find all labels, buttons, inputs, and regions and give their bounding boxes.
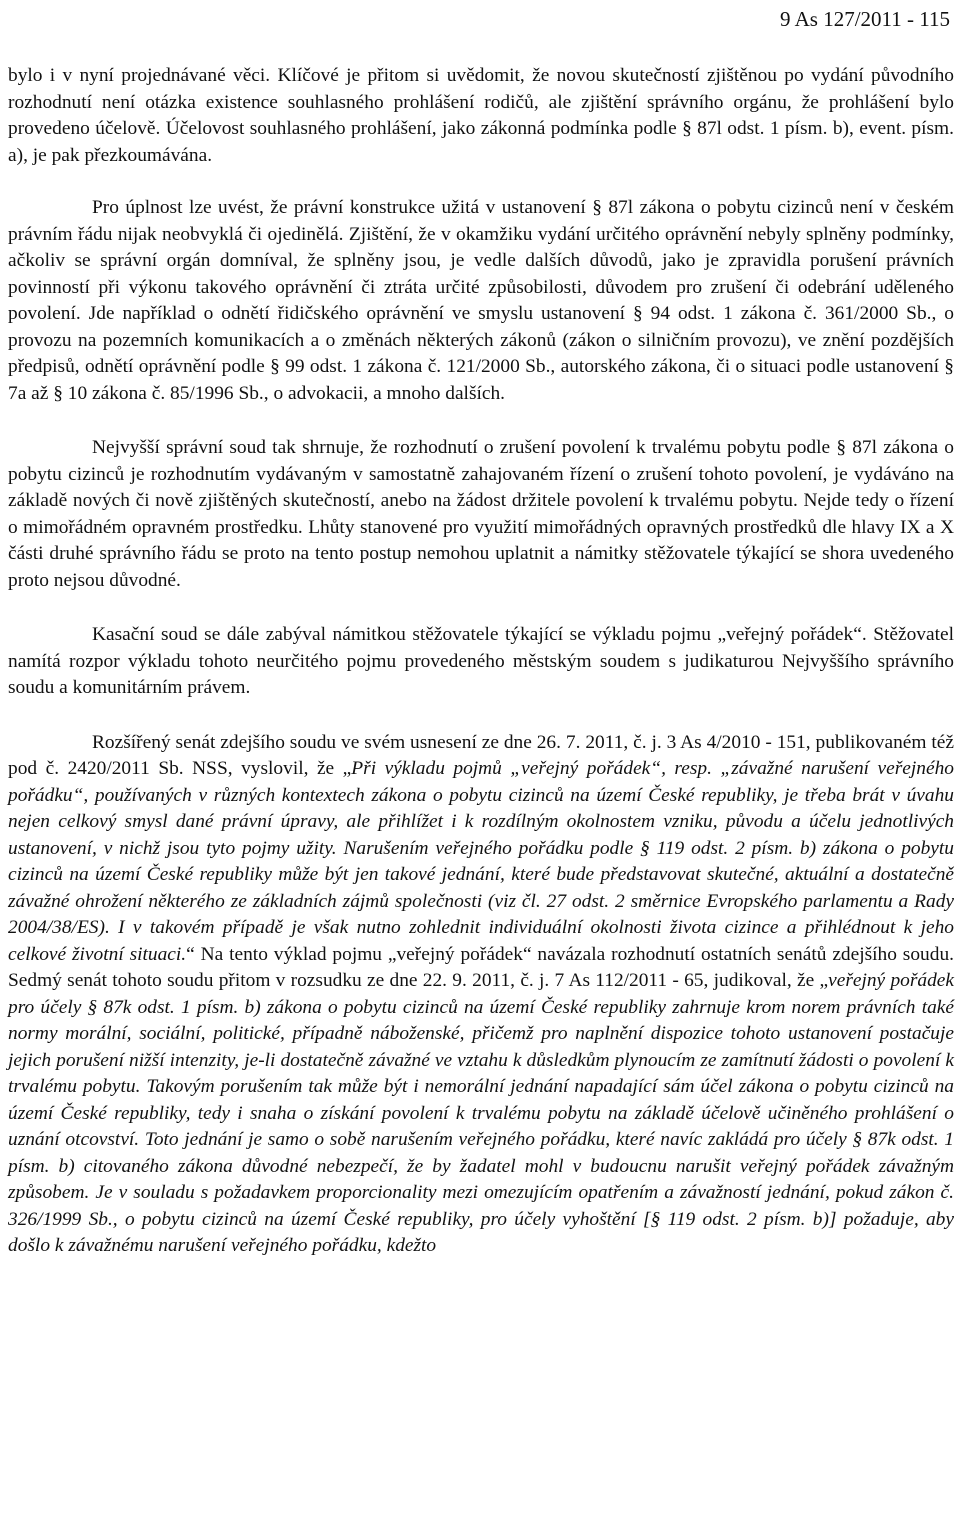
paragraph-5 [8, 730, 954, 1260]
paragraph-3 [8, 435, 954, 594]
paragraph-text: bylo i v nyní projednávané věci. Klíčové je přitom si uvědomit, že novou skutečností zjištěnou po vydání původního rozhodnutí není otázka existence souhlasného prohlášení rodičů, ale zjištění správního orgánu, že prohlášení bylo provedeno účelově. Účelovost souhlasného prohlášení, jako zákonná podmínka podle § 87l odst. 1 písm. b), event. písm. a), je pak přezkoumávána. [8, 65, 954, 166]
paragraph-text: Nejvyšší správní soud tak shrnuje, že rozhodnutí o zrušení povolení k trvalému pobytu podle § 87l zákona o pobytu cizinců je rozhodnutím vydávaným v samostatně zahajovaném řízení o zrušení tohoto povolení, je vydáváno na základě nových či nově zjištěných skutečností, anebo na žádost držitele povolení k trvalému pobytu. Nejde tedy o řízení o mimořádném opravném prostředku. Lhůty stanovené pro využití mimořádných opravných prostředků dle hlavy IX a X části druhé správního řádu se proto na tento postup nemohou uplatnit a námitky stěžovatele týkající se shora uvedeného proto nejsou důvodné. [8, 437, 954, 591]
paragraph-1 [8, 63, 954, 169]
paragraph-2 [8, 195, 954, 407]
case-reference: 9 As 127/2011 - 115 [780, 7, 950, 31]
paragraph-text: “ Na tento výklad pojmu „veřejný pořádek“ navázala rozhodnutí ostatních senátů zdejšího soudu. Sedmý senát tohoto soudu přitom v rozsudku ze dne 22. 9. 2011, č. j. 7 As 112/2011 - 65, judikoval, že „ [8, 943, 954, 991]
paragraph-text: Rozšířený senát zdejšího soudu ve svém usnesení ze dne 26. 7. 2011, č. j. 3 As 4/2010 - 151, publikovaném též pod č. 2420/2011 Sb. NSS, vyslovil, že „ [8, 731, 954, 779]
paragraph-text: Kasační soud se dále zabýval námitkou stěžovatele týkající se výkladu pojmu „veřejný pořádek“. Stěžovatel namítá rozpor výkladu tohoto neurčitého pojmu provedeného městským soudem s judikaturou Nejvyššího správního soudu a komunitárním právem. [8, 624, 954, 698]
paragraph-4 [8, 622, 954, 702]
paragraph-text: Pro úplnost lze uvést, že právní konstrukce užitá v ustanovení § 87l zákona o pobytu cizinců není v českém právním řádu nijak neobvyklá či ojedinělá. Zjištění, že v okamžiku vydání určitého oprávnění nebyly splněny podmínky, ačkoliv se správní orgán domníval, že splněny jsou, je vedle dalších důvodů, jako je zpravidla porušení právních povinností při výkonu takového oprávnění či ztráta určité způsobilosti, důvodem pro zrušení či odebrání uděleného povolení. Jde například o odnětí řidičského oprávnění ve smyslu ustanovení § 94 odst. 1 zákona č. 361/2000 Sb., o provozu na pozemních komunikacích a o změnách některých zákonů (zákon o silničním provozu), ve znění pozdějších předpisů, odnětí oprávnění podle § 99 odst. 1 zákona č. 121/2000 Sb., autorského zákona, či o situaci podle ustanovení § 7a až § 10 zákona č. 85/1996 Sb., o advokacii, a mnoho dalších. [8, 197, 954, 404]
quote-rozsireny-senat: Při výkladu pojmů „veřejný pořádek“, resp. „závažné narušení veřejného pořádku“, používaných v různých kontextech zákona o pobytu cizinců na území České republiky, je třeba brát v úvahu nejen celkový smysl dané právní úpravy, ale přihlížet i k rozdílným okolnostem vzniku, původu a účelu jednotlivých ustanovení, v nichž jsou tyto pojmy užity. Narušením veřejného pořádku podle § 119 odst. 2 písm. b) zákona o pobytu cizinců na území České republiky může být jen takové jednání, které bude představovat skutečné, aktuální a dostatečně závažné ohrožení některého ze základních zájmů společnosti (viz čl. 27 odst. 2 směrnice Evropského parlamentu a Rady 2004/38/ES). I v takovém případě je však nutno zohlednit individuální okolnosti života cizince a přihlédnout k jeho celkové životní situaci. [8, 758, 954, 965]
quote-sedmy-senat: veřejný pořádek pro účely § 87k odst. 1 písm. b) zákona o pobytu cizinců na území České republiky zahrnuje krom norem právních také normy morální, sociální, politické, případně náboženské, přičemž pro naplnění dispozice tohoto ustanovení postačuje jejich porušení nižší intenzity, je-li dostatečně závažné ve vztahu k důsledkům plynoucím ze zamítnutí žádosti o povolení k trvalému pobytu. Takovým porušením tak může být i nemorální jednání napadající sám účel zákona o pobytu cizinců na území České republiky, tedy i snaha o získání povolení k trvalému pobytu na základě účelově učiněného prohlášení o uznání otcovství. Toto jednání je samo o sobě narušením veřejného pořádku, které navíc zakládá pro účely § 87k odst. 1 písm. b) citovaného zákona důvodné nebezpečí, že by žadatel mohl v budoucnu narušit veřejný pořádek závažným způsobem. Je v souladu s požadavkem proporcionality mezi omezujícím opatřením a závažností jednání, pokud zákon č. 326/1999 Sb., o pobytu cizinců na území České republiky, pro účely vyhoštění [§ 119 odst. 2 písm. b)] požaduje, aby došlo k závažnému narušení veřejného pořádku, kdežto [8, 970, 954, 1256]
document-body [8, 63, 954, 1260]
